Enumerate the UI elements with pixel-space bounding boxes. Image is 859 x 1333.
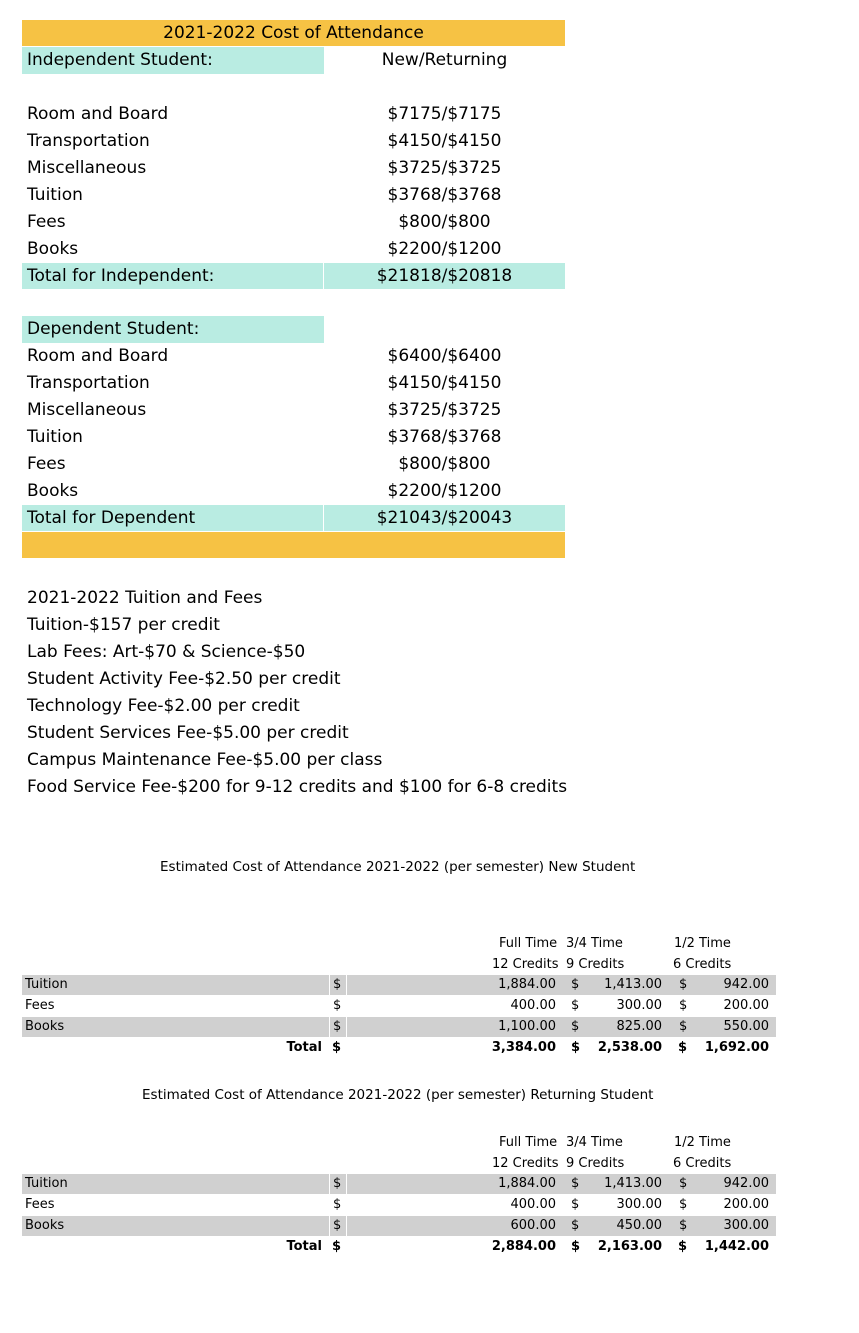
cell-value: 1,413.00	[604, 1176, 662, 1191]
independent-total-label-cell	[22, 263, 323, 289]
cell-value: 300.00	[723, 1218, 769, 1233]
currency-sign: $	[678, 1239, 688, 1254]
currency-sign: $	[571, 1239, 581, 1254]
list-item: Campus Maintenance Fee-$5.00 per class	[27, 750, 383, 770]
currency-sign: $	[571, 1197, 580, 1212]
independent-heading: Independent Student:	[27, 50, 213, 70]
col-head: Full Time	[499, 1135, 558, 1150]
divider	[329, 1174, 330, 1236]
list-item: Technology Fee-$2.00 per credit	[27, 696, 300, 716]
currency-sign: $	[571, 1040, 581, 1055]
currency-sign: $	[333, 1019, 342, 1034]
list-item: Room and Board $7175/$7175	[27, 104, 502, 124]
table-title-bar	[22, 20, 565, 46]
total-value: 3,384.00	[491, 1040, 556, 1055]
independent-total-label: Total for Independent:	[27, 266, 215, 286]
cell-value: 400.00	[510, 998, 556, 1013]
currency-sign: $	[679, 1019, 688, 1034]
currency-sign: $	[679, 1218, 688, 1233]
estimate-caption: Estimated Cost of Attendance 2021-2022 (per semester) Returning Student	[142, 1087, 654, 1103]
tuition-fees-list	[27, 585, 567, 801]
currency-sign: $	[333, 998, 342, 1013]
cell-value: 450.00	[616, 1218, 662, 1233]
currency-sign: $	[679, 1197, 688, 1212]
col-subhead: 12 Credits	[492, 957, 559, 972]
row-label: Tuition	[25, 1176, 68, 1191]
cell-value: 400.00	[510, 1197, 556, 1212]
col-subhead: 12 Credits	[492, 1156, 559, 1171]
list-item: Student Activity Fee-$2.50 per credit	[27, 669, 341, 689]
list-item: Tuition $3768/$3768	[27, 185, 502, 205]
table-footer-bar	[22, 532, 565, 558]
total-value: 2,538.00	[597, 1040, 662, 1055]
dependent-total-value-cell	[324, 505, 565, 531]
cell-value: 200.00	[723, 998, 769, 1013]
list-item: Miscellaneous $3725/$3725	[27, 158, 502, 178]
list-item: Transportation $4150/$4150	[27, 131, 502, 151]
currency-sign: $	[679, 998, 688, 1013]
row-label: Fees	[25, 998, 55, 1013]
tuition-fees-heading: 2021-2022 Tuition and Fees	[27, 588, 263, 608]
currency-sign: $	[333, 1176, 342, 1191]
currency-sign: $	[332, 1239, 342, 1254]
col-subhead: 6 Credits	[673, 1156, 732, 1171]
cell-value: 550.00	[723, 1019, 769, 1034]
currency-sign: $	[333, 1197, 342, 1212]
dependent-heading: Dependent Student:	[27, 319, 200, 339]
total-label: Total	[286, 1239, 322, 1254]
table-row	[22, 975, 776, 995]
currency-sign: $	[333, 977, 342, 992]
col-head: 3/4 Time	[566, 936, 623, 951]
col-subhead: 6 Credits	[673, 957, 732, 972]
currency-sign: $	[333, 1218, 342, 1233]
cell-value: 200.00	[723, 1197, 769, 1212]
dependent-total-label-cell	[22, 505, 323, 531]
currency-sign: $	[332, 1040, 342, 1055]
cell-value: 1,413.00	[604, 977, 662, 992]
list-item: Books $2200/$1200	[27, 239, 502, 259]
total-label: Total	[286, 1040, 322, 1055]
cell-value: 300.00	[616, 1197, 662, 1212]
table-row	[22, 1017, 776, 1037]
cell-value: 1,884.00	[498, 1176, 556, 1191]
estimate-caption: Estimated Cost of Attendance 2021-2022 (per semester) New Student	[160, 859, 636, 875]
list-item: Fees $800/$800	[27, 454, 491, 474]
cell-value: 1,884.00	[498, 977, 556, 992]
cell-value: 600.00	[510, 1218, 556, 1233]
cell-value: 825.00	[616, 1019, 662, 1034]
row-label: Books	[25, 1218, 65, 1233]
dependent-total-value: $21043/$20043	[376, 508, 513, 528]
list-item: Transportation $4150/$4150	[27, 373, 502, 393]
currency-sign: $	[678, 1040, 688, 1055]
divider	[329, 975, 330, 1037]
col-head: 1/2 Time	[674, 1135, 731, 1150]
col-head: 1/2 Time	[674, 936, 731, 951]
currency-sign: $	[571, 998, 580, 1013]
independent-total-value: $21818/$20818	[376, 266, 513, 286]
cell-value: 942.00	[723, 1176, 769, 1191]
list-item: Food Service Fee-$200 for 9-12 credits and $100 for 6-8 credits	[27, 777, 568, 797]
cell-value: 300.00	[616, 998, 662, 1013]
list-item: Tuition $3768/$3768	[27, 427, 502, 447]
total-value: 2,884.00	[491, 1239, 556, 1254]
dependent-total-label: Total for Dependent	[27, 508, 196, 528]
list-item: Room and Board $6400/$6400	[27, 346, 502, 366]
list-item: Student Services Fee-$5.00 per credit	[27, 723, 349, 743]
row-label: Fees	[25, 1197, 55, 1212]
col-subhead: 9 Credits	[566, 957, 625, 972]
independent-heading-cell	[22, 47, 324, 74]
row-label: Books	[25, 1019, 65, 1034]
currency-sign: $	[571, 1019, 580, 1034]
divider	[346, 975, 347, 1037]
list-item: Lab Fees: Art-$70 & Science-$50	[27, 642, 306, 662]
total-value: 1,442.00	[704, 1239, 769, 1254]
col-head: 3/4 Time	[566, 1135, 623, 1150]
currency-sign: $	[571, 977, 580, 992]
table-title: 2021-2022 Cost of Attendance	[163, 23, 424, 43]
currency-sign: $	[571, 1176, 580, 1191]
table-row	[22, 1216, 776, 1236]
col-subhead: 9 Credits	[566, 1156, 625, 1171]
independent-total-value-cell	[324, 263, 565, 289]
currency-sign: $	[679, 977, 688, 992]
table-row	[22, 1174, 776, 1194]
cell-value: 1,100.00	[498, 1019, 556, 1034]
list-item: Tuition-$157 per credit	[27, 615, 220, 635]
row-label: Tuition	[25, 977, 68, 992]
list-item: Miscellaneous $3725/$3725	[27, 400, 502, 420]
list-item: Books $2200/$1200	[27, 481, 502, 501]
divider	[346, 1174, 347, 1236]
column-header: New/Returning	[381, 50, 508, 70]
list-item: Fees $800/$800	[27, 212, 491, 232]
currency-sign: $	[679, 1176, 688, 1191]
dependent-heading-cell	[22, 316, 324, 343]
total-value: 2,163.00	[597, 1239, 662, 1254]
cell-value: 942.00	[723, 977, 769, 992]
col-head: Full Time	[499, 936, 558, 951]
total-value: 1,692.00	[704, 1040, 769, 1055]
currency-sign: $	[571, 1218, 580, 1233]
